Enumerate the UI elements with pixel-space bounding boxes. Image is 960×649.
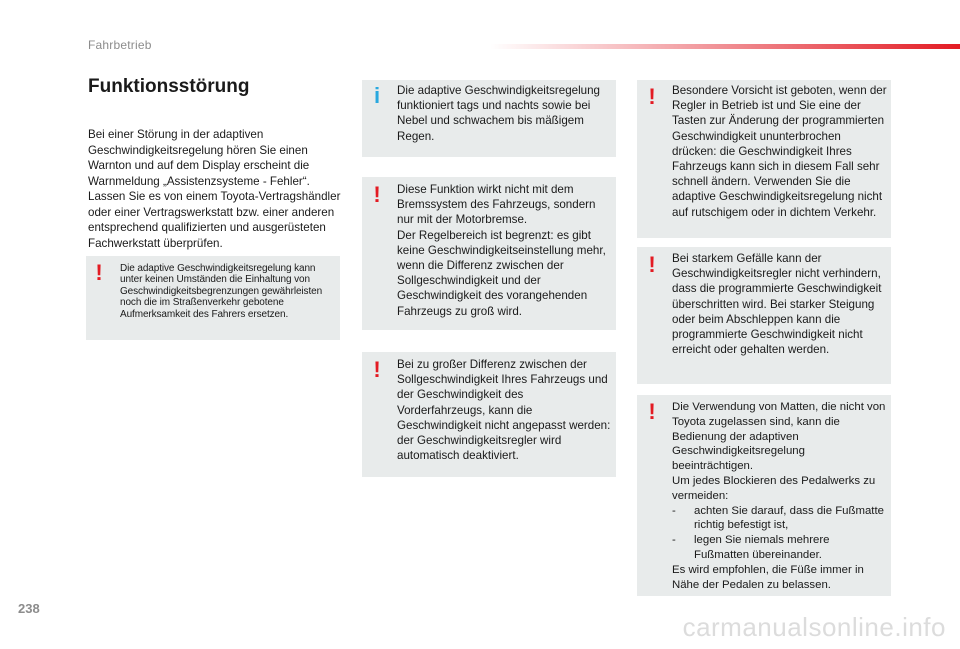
warning-icon: !	[373, 182, 381, 207]
warning-note-speed-limit	[86, 256, 340, 340]
warning-icon: !	[648, 399, 656, 424]
info-icon: i	[373, 83, 381, 108]
warning-note-slope	[637, 247, 891, 384]
watermark: carmanualsonline.info	[682, 612, 946, 642]
note-text: Bei zu großer Differenz zwischen der Sollgeschwindigkeit Ihres Fahrzeugs und der Geschwindigkeit des Vorderfahrzeugs, kann die Geschwindigkeit nicht angepasst werden: der Geschwindigkeitsregler wird automatisch deaktiviert.	[397, 358, 611, 463]
note-text: Die adaptive Geschwindigkeitsregelung kann unter keinen Umständen die Einhaltung von Geschwindigkeitsbegrenzungen gewährleisten noch die im Straßenverkehr gebotene Aufmerksamkeit des Fahrers ersetzen.	[120, 263, 323, 320]
page-number: 238	[18, 601, 40, 616]
list-item: - legen Sie niemals mehrere Fußmatten übereinander.	[672, 533, 886, 563]
note-text: Diese Funktion wirkt nicht mit dem Bremssystem des Fahrzeugs, sondern nur mit der Motorbremse. Der Regelbereich ist begrenzt: es gibt keine Geschwindigkeitseinstellung mehr, wenn die Differenz zwischen der Sollgeschwindigkeit und der Geschwindigkeit des vorangehenden Fahrzeugs zu groß wird.	[397, 183, 606, 318]
note-text: Die adaptive Geschwindigkeitsregelung funktioniert tags und nachts sowie bei Nebel und schwachem bis mäßigem Regen.	[397, 84, 601, 143]
note-text-block	[672, 400, 886, 592]
page-title: Funktionsstörung	[88, 76, 250, 97]
intro-paragraph: Bei einer Störung in der adaptiven Geschwindigkeitsregelung hören Sie einen Warnton und auf dem Display erscheint die Warnmeldung „Assistenzsysteme - Fehler“. Lassen Sie es von einem Toyota-Vertragshändler oder einer Vertragswerkstatt bzw. einer anderen entsprechend qualifizierten und ausgerüsteten Fachwerkstatt überprüfen.	[88, 128, 341, 250]
mats-outro: Es wird empfohlen, die Füße immer in Nähe der Pedalen zu belassen.	[672, 563, 864, 591]
warning-icon: !	[648, 252, 656, 277]
warning-note-speed-difference	[362, 352, 616, 477]
warning-note-engine-brake	[362, 177, 616, 330]
list-item: - achten Sie darauf, dass die Fußmatte richtig befestigt ist,	[672, 504, 886, 534]
warning-icon: !	[95, 260, 103, 285]
note-text: Besondere Vorsicht ist geboten, wenn der Regler in Betrieb ist und Sie eine der Tasten zur Änderung der programmierten Geschwindigkeit ununterbrochen drücken: die Geschwindigkeit Ihres Fahrzeugs kann sich in diesem Fall sehr schnell ändern. Verwenden Sie die adaptive Geschwindigkeitsregelung nicht auf rutschigem oder in dichtem Verkehr.	[672, 84, 887, 219]
info-note-conditions	[362, 80, 616, 157]
header-accent-bar	[490, 44, 960, 49]
warning-note-floor-mats	[637, 395, 891, 596]
mats-intro: Die Verwendung von Matten, die nicht von Toyota zugelassen sind, kann die Bedienung der adaptiven Geschwindigkeitsregelung beeinträchtigen. Um jedes Blockieren des Pedalwerks zu vermeiden:	[672, 401, 886, 502]
warning-icon: !	[373, 357, 381, 382]
note-text: Bei starkem Gefälle kann der Geschwindigkeitsregler nicht verhindern, dass die programmierte Geschwindigkeit überschritten wird. Bei starker Steigung oder beim Abschleppen kann die programmierte Geschwindigkeit nicht erreicht oder gehalten werden.	[672, 252, 882, 357]
chapter-label: Fahrbetrieb	[88, 38, 152, 52]
warning-icon: !	[648, 84, 656, 109]
mats-list	[672, 504, 886, 563]
warning-note-caution	[637, 80, 891, 238]
